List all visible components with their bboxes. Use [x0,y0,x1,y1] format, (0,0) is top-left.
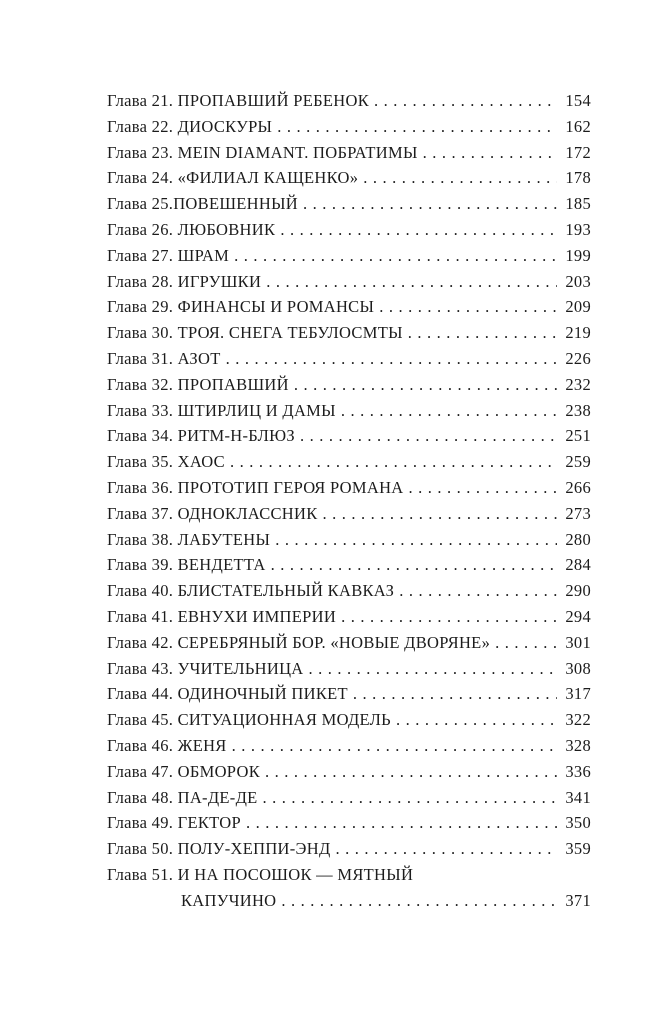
page-number: 238 [565,400,591,420]
page-number: 371 [565,890,591,910]
dot-leader [409,475,557,501]
table-of-contents [107,88,591,914]
dot-leader [341,604,557,630]
page-number: 308 [565,658,591,678]
chapter-label: Глава 41. ЕВНУХИ ИМПЕРИИ [107,606,337,626]
page-number: 251 [565,426,591,446]
chapter-label: Глава 31. АЗОТ [107,348,221,368]
page-number: 317 [565,684,591,704]
dot-leader [230,449,557,475]
chapter-label: Глава 28. ИГРУШКИ [107,271,262,291]
chapter-label: КАПУЧИНО [181,890,277,910]
toc-entry [107,294,591,320]
page-number: 219 [565,323,591,343]
toc-entry [107,88,591,114]
page-number: 199 [565,245,591,265]
dot-leader [271,552,557,578]
dot-leader [309,656,557,682]
chapter-label: Глава 36. ПРОТОТИП ГЕРОЯ РОМАНА [107,477,404,497]
dot-leader [423,140,557,166]
toc-entry [107,552,591,578]
chapter-label: Глава 43. УЧИТЕЛЬНИЦА [107,658,304,678]
page-number: 273 [565,503,591,523]
dot-leader [379,294,557,320]
dot-leader [265,759,557,785]
chapter-label: Глава 27. ШРАМ [107,245,230,265]
toc-entry [107,656,591,682]
dot-leader [336,836,557,862]
page-number: 341 [565,787,591,807]
toc-entry [107,707,591,733]
dot-leader [303,191,557,217]
chapter-label: Глава 38. ЛАБУТЕНЫ [107,529,271,549]
toc-entry [107,862,591,888]
chapter-label: Глава 32. ПРОПАВШИЙ [107,374,289,394]
page-number: 232 [565,374,591,394]
dot-leader [408,320,557,346]
toc-entry [107,449,591,475]
dot-leader [374,88,557,114]
page-number: 172 [565,142,591,162]
chapter-label: Глава 33. ШТИРЛИЦ И ДАМЫ [107,400,336,420]
toc-entry [107,604,591,630]
toc-entry [107,888,591,914]
chapter-label: Глава 22. ДИОСКУРЫ [107,116,273,136]
page-number: 350 [565,813,591,833]
page-number: 359 [565,839,591,859]
dot-leader [234,243,557,269]
toc-entry [107,733,591,759]
toc-entry [107,320,591,346]
page-number: 328 [565,735,591,755]
page-number: 193 [565,219,591,239]
toc-entry [107,527,591,553]
toc-entry [107,269,591,295]
chapter-label: Глава 34. РИТМ-Н-БЛЮЗ [107,426,295,446]
chapter-label: Глава 35. ХАОС [107,452,225,472]
chapter-label: Глава 24. «ФИЛИАЛ КАЩЕНКО» [107,168,359,188]
page-number: 226 [565,348,591,368]
toc-entry [107,114,591,140]
page-number: 209 [565,297,591,317]
dot-leader [396,707,557,733]
dot-leader [275,527,557,553]
dot-leader [226,346,557,372]
toc-entry [107,165,591,191]
dot-leader [341,398,557,424]
toc-entry [107,217,591,243]
chapter-label: Глава 51. И НА ПОСОШОК — МЯТНЫЙ [107,864,414,884]
chapter-label: Глава 26. ЛЮБОВНИК [107,219,276,239]
page-number: 185 [565,194,591,214]
page-number: 280 [565,529,591,549]
chapter-label: Глава 40. БЛИСТАТЕЛЬНЫЙ КАВКАЗ [107,581,395,601]
chapter-label: Глава 37. ОДНОКЛАССНИК [107,503,318,523]
toc-entry [107,191,591,217]
chapter-label: Глава 21. ПРОПАВШИЙ РЕБЕНОК [107,91,370,110]
toc-entry [107,372,591,398]
page-number: 178 [565,168,591,188]
toc-entry [107,836,591,862]
chapter-label: Глава 25.ПОВЕШЕННЫЙ [107,194,298,214]
page-number: 266 [565,477,591,497]
page-number: 154 [565,91,591,110]
toc-entry [107,759,591,785]
page-number: 290 [565,581,591,601]
dot-leader [495,630,557,656]
chapter-label: Глава 29. ФИНАНСЫ И РОМАНСЫ [107,297,375,317]
page-number: 322 [565,710,591,730]
chapter-label: Глава 47. ОБМОРОК [107,761,261,781]
dot-leader [363,165,557,191]
chapter-label: Глава 44. ОДИНОЧНЫЙ ПИКЕТ [107,684,348,704]
toc-entry [107,398,591,424]
toc-entry [107,475,591,501]
page-number: 203 [565,271,591,291]
toc-entry [107,243,591,269]
page-number: 336 [565,761,591,781]
toc-entry [107,423,591,449]
dot-leader [263,785,557,811]
dot-leader [246,810,557,836]
chapter-label: Глава 49. ГЕКТОР [107,813,242,833]
page-number: 284 [565,555,591,575]
chapter-label: Глава 46. ЖЕНЯ [107,735,227,755]
page-number: 294 [565,606,591,626]
page-number: 301 [565,632,591,652]
chapter-label: Глава 30. ТРОЯ. СНЕГА ТЕБУЛОСМТЫ [107,323,403,343]
chapter-label: Глава 50. ПОЛУ-ХЕППИ-ЭНД [107,839,331,859]
chapter-label: Глава 48. ПА-ДЕ-ДЕ [107,787,258,807]
toc-entry [107,501,591,527]
dot-leader [266,269,557,295]
toc-entry [107,346,591,372]
dot-leader [294,372,557,398]
dot-leader [232,733,557,759]
chapter-label: Глава 42. СЕРЕБРЯНЫЙ БОР. «НОВЫЕ ДВОРЯНЕ» [107,632,491,652]
toc-entry [107,681,591,707]
page-number: 162 [565,116,591,136]
toc-entry [107,140,591,166]
dot-leader [277,114,557,140]
chapter-label: Глава 45. СИТУАЦИОННАЯ МОДЕЛЬ [107,710,391,730]
dot-leader [280,217,557,243]
chapter-label: Глава 23. MEIN DIAMANT. ПОБРАТИМЫ [107,142,418,162]
dot-leader [300,423,557,449]
dot-leader [353,681,557,707]
chapter-label: Глава 39. ВЕНДЕТТА [107,555,266,575]
toc-entry [107,810,591,836]
toc-entry [107,630,591,656]
dot-leader [281,888,557,914]
dot-leader [323,501,557,527]
toc-entry [107,785,591,811]
page-number: 259 [565,452,591,472]
dot-leader [399,578,557,604]
toc-entry [107,578,591,604]
